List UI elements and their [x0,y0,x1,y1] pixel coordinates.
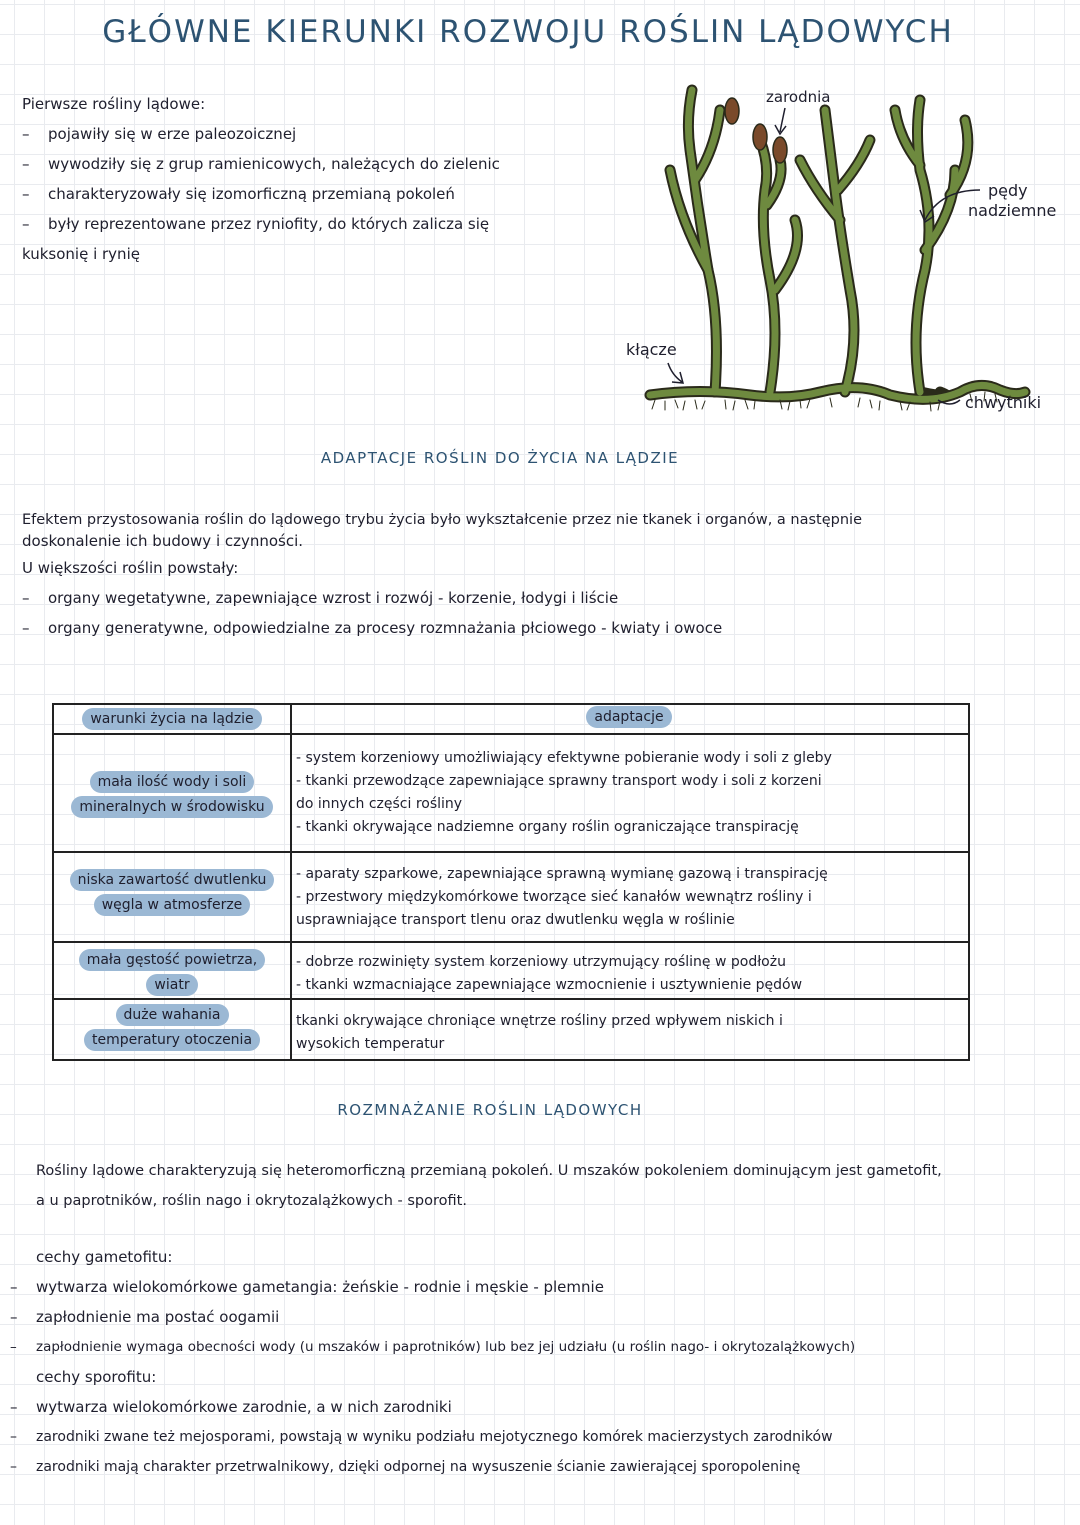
intro-heading: Pierwsze rośliny lądowe: [22,95,206,113]
label-zarodnia: zarodnia [766,88,831,106]
table-header-right [290,706,968,728]
table-row [54,998,968,1061]
table-row [54,851,968,943]
intro-continuation: kuksonię i rynię [22,245,140,263]
list-item: – organy generatywne, odpowiedzialne za procesy rozmnażania płciowego - kwiaty i owoce [22,619,723,637]
adaptations-intro: U większości roślin powstały: [22,559,239,577]
table-cell-adaptation: - dobrze rozwinięty system korzeniowy utrzymujący roślinę w podłożu - tkanki wzmacniające zapewniające wzmocnienie i usztywnienie pędów [296,954,803,993]
list-item: – pojawiły się w erze paleozoicznej [22,125,297,143]
table-cell-adaptation: - system korzeniowy umożliwiający efektywne pobieranie wody i soli z gleby - tkanki przewodzące zapewniające sprawny transport wody i soli z korzeni do innych części rośliny - tkanki okrywające nadziemne organy roślin ograniczające transpirację [296,750,832,835]
sporophyte-list [10,1392,1066,1482]
reproduction-paragraph-line1: Rośliny lądowe charakteryzują się heteromorficzną przemianą pokoleń. U mszaków pokoleniem dominującym jest gametofit, [36,1163,942,1179]
list-item: – wytwarza wielokomórkowe gametangia: żeńskie - rodnie i męskie - plemnie [10,1278,604,1296]
gametophyte-list [10,1272,1066,1362]
reproduction-heading: ROZMNAŻANIE ROŚLIN LĄDOWYCH [337,1101,643,1119]
label-klacze: kłącze [626,340,677,359]
list-item: – wywodziły się z grup ramienicowych, należących do zielenic [22,155,500,173]
adaptations-list [22,583,1062,643]
list-item: – zarodniki mają charakter przetrwalnikowy, dzięki odpornej na wysuszenie ścianie zawierającej sporopoleninę [10,1459,801,1475]
list-item: – zapłodnienie ma postać oogamii [10,1308,280,1326]
list-item: – charakteryzowały się izomorficzną przemianą pokoleń [22,185,455,203]
adaptations-section [22,505,1062,643]
page-title: GŁÓWNE KIERUNKI ROZWOJU ROŚLIN LĄDOWYCH [102,14,954,50]
sporophyte-heading: cechy sporofitu: [36,1368,157,1386]
table-row [54,941,968,1000]
adaptations-heading: ADAPTACJE ROŚLIN DO ŻYCIA NA LĄDZIE [320,449,680,467]
table-cell-adaptation: tkanki okrywające chroniące wnętrze rośliny przed wpływem niskich i wysokich temperatur [296,1013,783,1052]
table-cell-condition: mała ilość wody i soli mineralnych w środowisku [54,771,290,818]
list-item: – były reprezentowane przez ryniofity, do których zalicza się [22,215,490,233]
reproduction-paragraph-line2: a u paprotników, roślin nago i okrytozalążkowych - sporofit. [36,1193,467,1209]
adaptations-paragraph-line1: Efektem przystosowania roślin do lądowego trybu życia było wykształcenie przez nie tkanek i organów, a następnie [22,512,862,528]
header-pill: adaptacje [586,706,671,728]
adaptations-paragraph-line2: doskonalenie ich budowy i czynności. [22,532,304,550]
list-item: – wytwarza wielokomórkowe zarodnie, a w nich zarodniki [10,1398,452,1416]
label-chwytniki: chwytniki [965,393,1042,412]
gametophyte-heading: cechy gametofitu: [36,1248,173,1266]
table-header-left [54,708,290,730]
intro-list [22,119,622,239]
list-item: – zarodniki zwane też mejosporami, powstają w wyniku podziału mejotycznego komórek macierzystych zarodników [10,1429,833,1445]
header-pill: warunki życia na lądzie [82,708,261,730]
list-item: – organy wegetatywne, zapewniające wzrost i rozwój - korzenie, łodygi i liście [22,589,619,607]
label-nadziemne: nadziemne [968,201,1057,220]
table-cell-condition: duże wahania temperatury otoczenia [54,1004,290,1051]
intro-section [22,89,622,269]
list-item: – zapłodnienie wymaga obecności wody (u mszaków i paprotników) lub bez jej udziału (u roślin nago- i okrytozalążkowych) [10,1339,856,1355]
rhyniophyte-diagram [620,70,1070,430]
table-row [54,733,968,853]
reproduction-section [10,1156,1066,1482]
label-pedy: pędy [988,181,1028,200]
table-cell-condition: mała gęstość powietrza, wiatr [54,949,290,996]
table-cell-adaptation: - aparaty szparkowe, zapewniające sprawną wymianę gazową i transpirację - przestwory międzykomórkowe tworzące sieć kanałów wewnątrz rośliny i usprawniające transport tlenu oraz dwutlenku węgla w roślinie [296,866,828,928]
table-cell-condition: niska zawartość dwutlenku węgla w atmosferze [54,869,290,916]
adaptations-table [52,703,970,1061]
